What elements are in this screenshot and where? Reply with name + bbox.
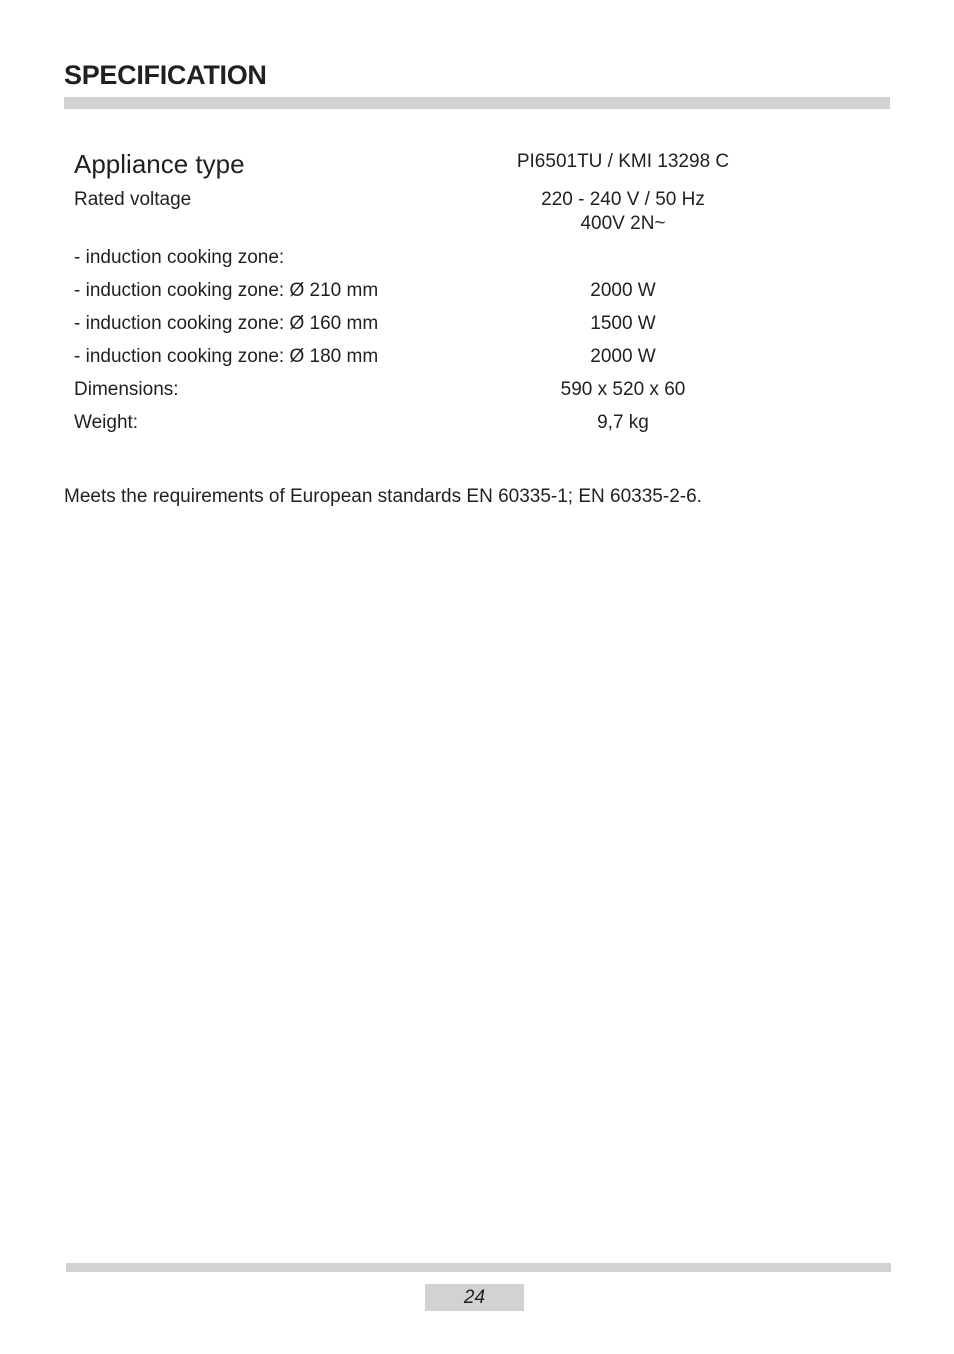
zone-210-value: 2000 W xyxy=(590,280,656,301)
page-number: 24 xyxy=(425,1284,524,1311)
rated-voltage-label: Rated voltage xyxy=(74,189,192,210)
footer-divider xyxy=(66,1263,891,1272)
zone-160-label: - induction cooking zone: Ø 160 mm xyxy=(74,313,379,334)
rated-voltage-value-line2: 400V 2N~ xyxy=(580,213,666,234)
appliance-type-value: PI6501TU / KMI 13298 C xyxy=(516,151,730,172)
weight-label: Weight: xyxy=(74,412,139,433)
weight-value: 9,7 kg xyxy=(597,412,649,433)
appliance-type-label: Appliance type xyxy=(74,149,245,179)
zone-180-label: - induction cooking zone: Ø 180 mm xyxy=(74,346,379,367)
zone-header-label: - induction cooking zone: xyxy=(74,247,285,268)
dimensions-value: 590 x 520 x 60 xyxy=(560,379,686,400)
header-divider xyxy=(64,97,890,109)
page-title: SPECIFICATION xyxy=(64,60,267,90)
zone-160-value: 1500 W xyxy=(590,313,656,334)
zone-180-value: 2000 W xyxy=(590,346,656,367)
zone-210-label: - induction cooking zone: Ø 210 mm xyxy=(74,280,379,301)
standards-note: Meets the requirements of European standards EN 60335-1; EN 60335-2-6. xyxy=(64,486,702,507)
rated-voltage-value-line1: 220 - 240 V / 50 Hz xyxy=(541,189,705,210)
dimensions-label: Dimensions: xyxy=(74,379,179,400)
